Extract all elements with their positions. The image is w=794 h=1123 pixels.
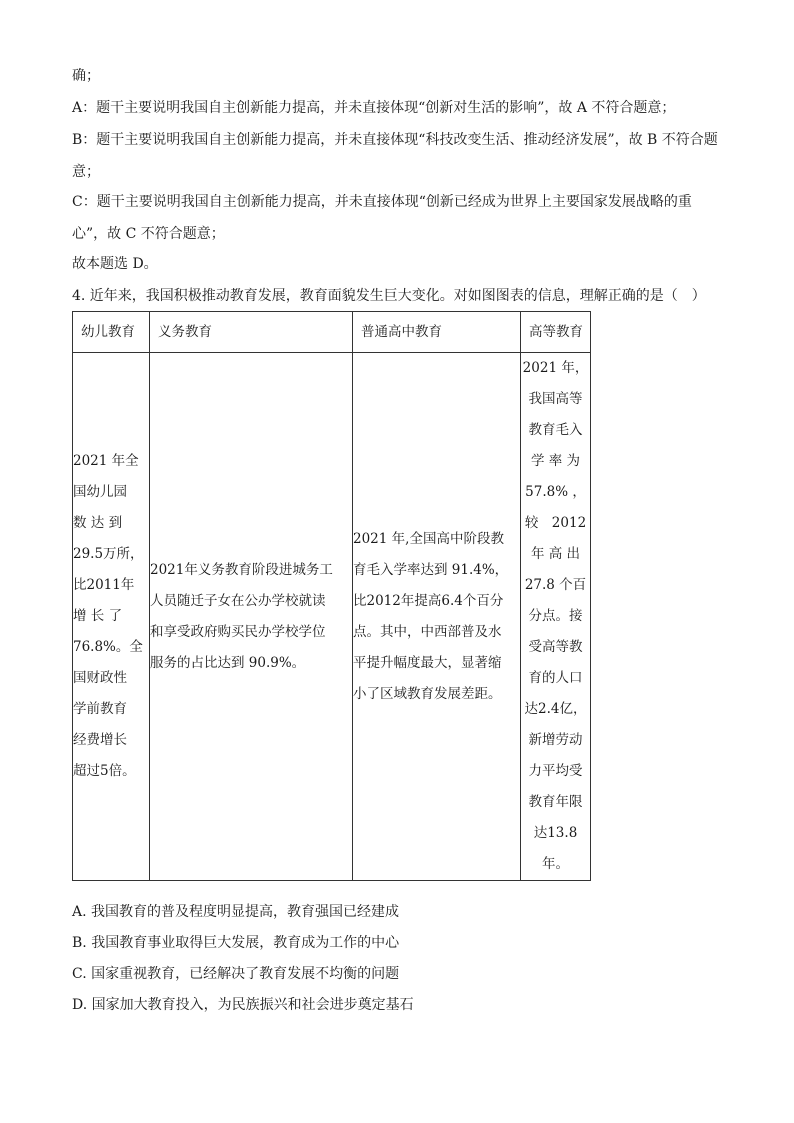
cell-high-school-text: 2021 年,全国高中阶段教 育毛入学率达到 91.4%， 比2012年提高6.4个百分 点。其中，中西部普及水 平提升幅度最大，显著缩 小了区域教育发展差距。 <box>353 530 509 702</box>
header-high-school: 普通高中教育 <box>353 312 521 353</box>
option-d[interactable]: D. 国家加大教育投入，为民族振兴和社会进步奠定基石 <box>72 997 414 1013</box>
explanation-option-c: C：题干主要说明我国自主创新能力提高，并未直接体现“创新已经成为世界上主要国家发展战略的重 <box>72 194 692 210</box>
cell-higher-education-text: 2021 年， 我国高等 教育毛入 学 率 为 57.8% ， 较 2012 年 高 出 27.8 个百 分点。接 受高等教 育的人口 达2.4亿， 新增劳动 力平均受 教育年限 达13.8年。 <box>522 360 589 872</box>
question-stem: 4. 近年来，我国积极推动教育发展，教育面貌发生巨大变化。对如图图表的信息，理解正确的是（ ） <box>72 288 706 304</box>
header-compulsory: 义务教育 <box>150 312 353 353</box>
header-preschool: 幼儿教育 <box>73 312 150 353</box>
explanation-option-a: A：题干主要说明我国自主创新能力提高，并未直接体现“创新对生活的影响”，故 A 不符合题意； <box>72 100 676 116</box>
option-a[interactable]: A. 我国教育的普及程度明显提高，教育强国已经建成 <box>72 904 400 920</box>
explanation-line: 心”，故 C 不符合题意； <box>72 226 225 242</box>
table-row <box>73 353 591 881</box>
cell-compulsory-text: 2021年义务教育阶段进城务工 人员随迁子女在公办学校就读 和享受政府购买民办学校学位 服务的占比达到 90.9%。 <box>150 561 333 671</box>
explanation-option-b: B：题干主要说明我国自主创新能力提高，并未直接体现“科技改变生活、推动经济发展”，故 B 不符合题 <box>72 132 718 148</box>
cell-higher-education <box>521 353 591 881</box>
explanation-conclusion: 故本题选 D。 <box>72 256 158 272</box>
cell-preschool <box>73 353 150 881</box>
table-header-row <box>73 312 591 353</box>
explanation-line: 意； <box>72 164 100 180</box>
option-c[interactable]: C. 国家重视教育，已经解决了教育发展不均衡的问题 <box>72 966 400 982</box>
cell-compulsory <box>150 353 353 881</box>
option-b[interactable]: B. 我国教育事业取得巨大发展，教育成为工作的中心 <box>72 935 400 951</box>
education-table <box>72 311 591 881</box>
explanation-line: 确； <box>72 68 100 84</box>
header-higher-education: 高等教育 <box>521 312 591 353</box>
cell-high-school <box>353 353 521 881</box>
cell-preschool-text: 2021 年全 国幼儿园 数 达 到 29.5万所， 比2011年 增 长 了 76.8%。全 国财政性 学前教育 经费增长 超过5倍。 <box>73 453 144 779</box>
